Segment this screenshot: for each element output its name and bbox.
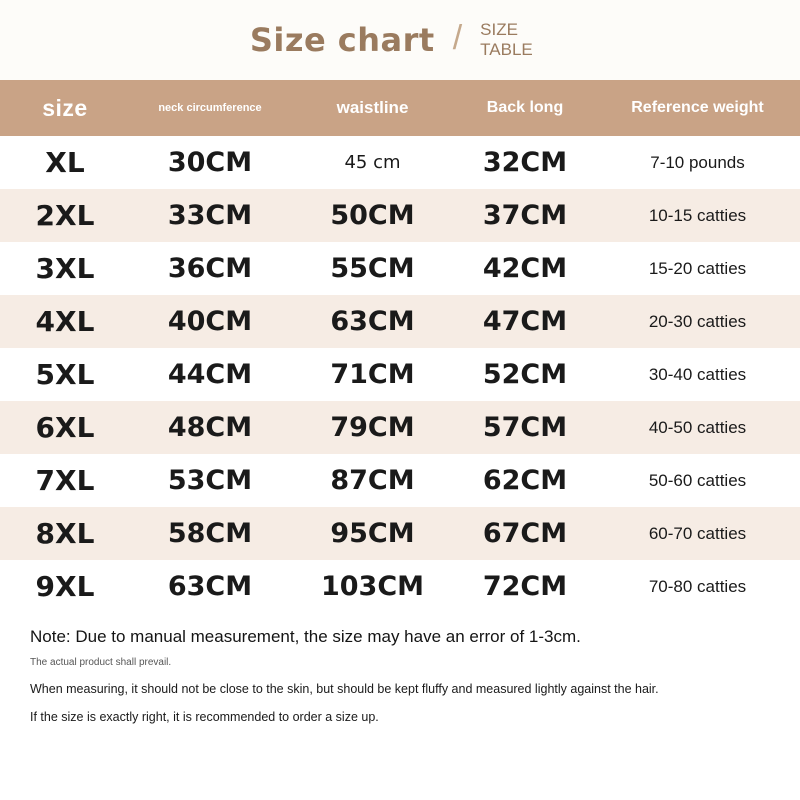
cell-size: XL [45,146,85,179]
page-subtitle: SIZE TABLE [480,20,533,59]
cell-neck: 33CM [167,200,253,231]
cell-neck: 53CM [167,465,253,496]
column-header-back: Back long [486,99,564,116]
cell-weight: 40-50 catties [648,417,747,437]
cell-neck: 40CM [167,306,253,337]
cell-size: 5XL [35,358,95,391]
cell-size: 6XL [35,411,95,444]
cell-back: 42CM [482,253,568,284]
cell-neck: 44CM [167,359,253,390]
page-header [0,0,800,80]
cell-back: 67CM [482,518,568,549]
cell-size: 4XL [35,305,95,338]
note-size-up-tip: If the size is exactly right, it is recommended to order a size up. [30,710,379,724]
cell-back: 72CM [482,571,568,602]
cell-neck: 63CM [167,571,253,602]
cell-back: 47CM [482,306,568,337]
cell-waist: 103CM [320,571,425,602]
table-row [0,348,800,401]
cell-size: 9XL [35,570,95,603]
table-header-row [0,80,800,136]
table-row [0,507,800,560]
cell-waist: 63CM [330,306,415,337]
note-product-prevail: The actual product shall prevail. [30,657,172,668]
cell-weight: 7-10 pounds [650,152,745,172]
cell-weight: 60-70 catties [648,523,747,543]
table-row [0,136,800,189]
title-separator: / [452,19,463,57]
cell-size: 7XL [35,464,95,497]
note-measuring-tip: When measuring, it should not be close to the skin, but should be kept fluffy and measured lightly against the hair. [30,682,659,696]
cell-size: 3XL [35,252,95,285]
cell-back: 52CM [482,359,568,390]
cell-weight: 15-20 catties [648,258,747,278]
note-measurement-error: Note: Due to manual measurement, the size may have an error of 1-3cm. [30,627,581,646]
cell-waist: 79CM [330,412,415,443]
header-content [250,20,550,59]
cell-size: 2XL [35,199,95,232]
table-row [0,189,800,242]
column-header-size: size [42,94,88,121]
cell-waist: 50CM [330,200,415,231]
cell-waist: 55CM [330,253,415,284]
cell-waist: 45 cm [344,152,401,173]
cell-weight: 30-40 catties [648,364,747,384]
cell-waist: 71CM [330,359,415,390]
cell-neck: 30CM [167,147,253,178]
cell-weight: 10-15 catties [648,205,747,225]
column-header-weight: Reference weight [631,99,764,116]
cell-neck: 48CM [167,412,253,443]
cell-neck: 36CM [167,253,253,284]
table-row [0,560,800,613]
table-row [0,295,800,348]
cell-neck: 58CM [167,518,253,549]
column-header-neck: neck circumference [158,102,262,114]
notes-section [0,613,800,724]
cell-size: 8XL [35,517,95,550]
cell-back: 32CM [482,147,568,178]
cell-waist: 95CM [330,518,415,549]
cell-waist: 87CM [330,465,415,496]
table-row [0,401,800,454]
size-table [0,80,800,613]
cell-back: 57CM [482,412,568,443]
cell-weight: 50-60 catties [648,470,747,490]
table-row [0,242,800,295]
cell-back: 62CM [482,465,568,496]
page-title: Size chart [249,21,435,59]
cell-weight: 20-30 catties [648,311,747,331]
cell-weight: 70-80 catties [648,576,747,596]
table-row [0,454,800,507]
column-header-waist: waistline [336,98,409,117]
cell-back: 37CM [482,200,568,231]
